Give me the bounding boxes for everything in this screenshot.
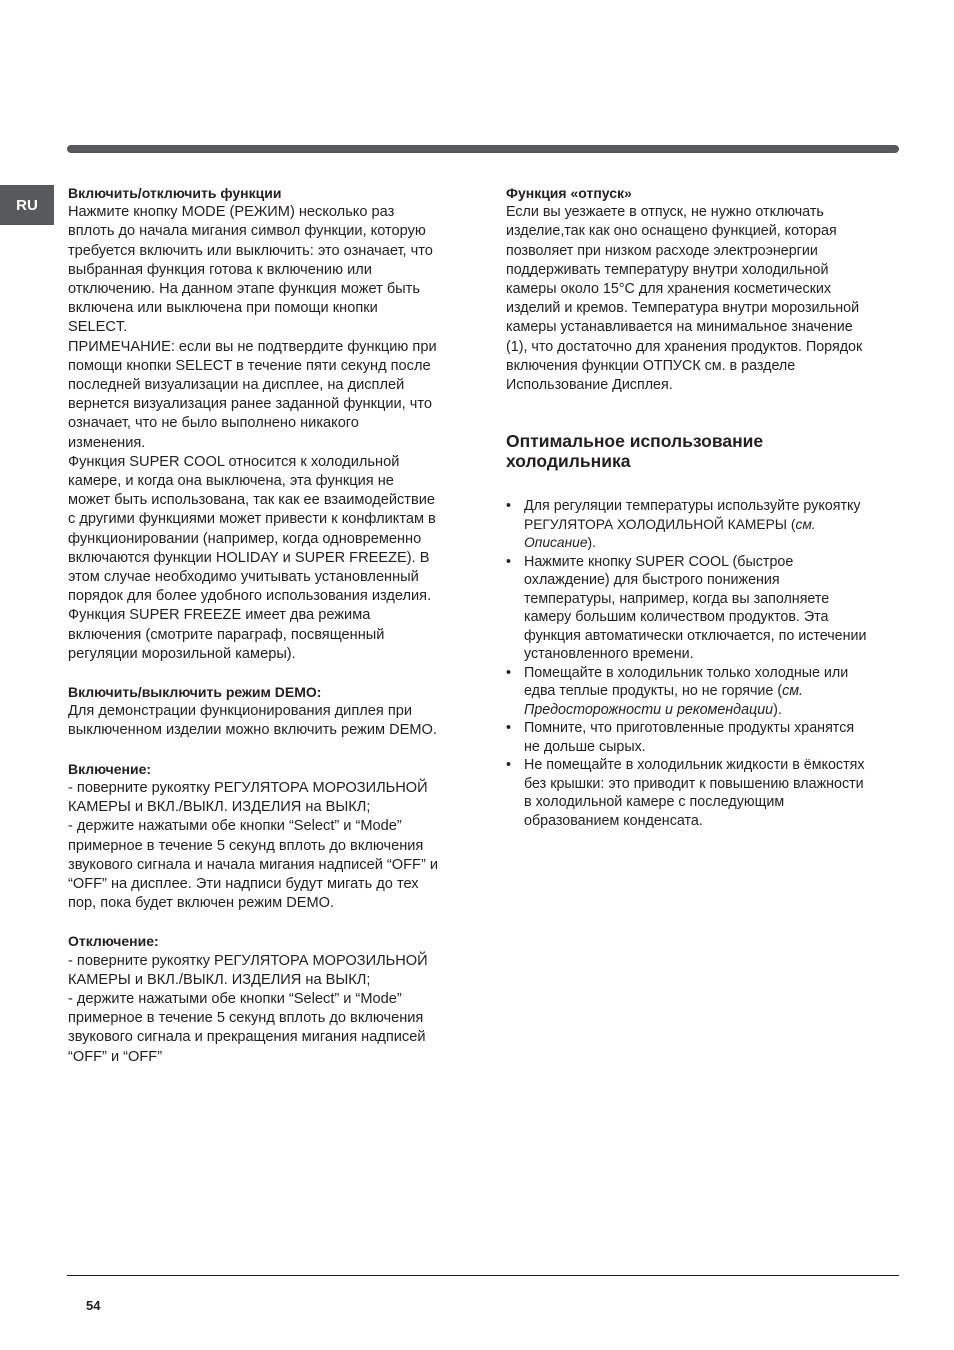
text-line: помощи кнопки SELECT в течение пяти секунд после bbox=[68, 357, 431, 374]
text-line: (1), что достаточно для хранения продуктов. Порядок bbox=[506, 338, 863, 355]
title-line: Оптимальное использование bbox=[506, 431, 764, 452]
text-line: вплоть до начала мигания символ функции, которую bbox=[68, 223, 426, 240]
text-line: камеры устанавливается на минимальное значение bbox=[506, 319, 853, 336]
text-line: изделий и кремов. Температура внутри морозильной bbox=[506, 300, 860, 317]
text-line: установленного времени. bbox=[524, 646, 694, 663]
header-rule bbox=[67, 145, 899, 153]
holiday-text bbox=[506, 203, 898, 395]
section-title-holiday: Функция «отпуск» bbox=[506, 185, 632, 201]
text-line: Нажмите кнопку MODE (РЕЖИМ) несколько раз bbox=[68, 204, 395, 221]
text-line: Если вы уезжаете в отпуск, не нужно отключать bbox=[506, 204, 824, 221]
text-line: отключению. На данном этапе функция может быть bbox=[68, 281, 420, 298]
text-line: Функция SUPER FREEZE имеет два режима bbox=[68, 607, 371, 624]
text-line: выбранная функция готова к включению или bbox=[68, 261, 372, 278]
text-line: порядок для более удобного использования изделия. bbox=[68, 588, 432, 605]
bullet-icon: • bbox=[506, 757, 512, 774]
text-line: примерное в течение 5 секунд вплоть до включения bbox=[68, 837, 424, 854]
list-item bbox=[506, 719, 898, 756]
text-line: изделие,так как оно оснащено функцией, которая bbox=[506, 223, 837, 240]
text-line: охлаждение) для быстрого понижения bbox=[524, 572, 780, 589]
text-line: SELECT. bbox=[68, 319, 128, 336]
text-line: камеры около 15°C для хранения косметических bbox=[506, 281, 832, 298]
bullet-icon: • bbox=[506, 498, 512, 515]
text-line: образованием конденсата. bbox=[524, 812, 703, 829]
section-title-optimal-use bbox=[506, 431, 898, 471]
text-line: - поверните рукоятку РЕГУЛЯТОРА МОРОЗИЛЬНОЙ bbox=[68, 952, 428, 969]
text-line: Использование Дисплея. bbox=[506, 377, 673, 394]
text-line: не дольше сырых. bbox=[524, 738, 646, 755]
text-line: камере, и когда она выключена, эта функция не bbox=[68, 473, 394, 490]
text-line: - поверните рукоятку РЕГУЛЯТОРА МОРОЗИЛЬНОЙ bbox=[68, 779, 428, 796]
text-line: - держите нажатыми обе кнопки “Select” и “Mode” bbox=[68, 990, 402, 1007]
text-line: регуляции морозильной камеры). bbox=[68, 645, 296, 662]
footer-rule bbox=[67, 1275, 899, 1276]
text-line: КАМЕРЫ и ВКЛ./ВЫКЛ. ИЗДЕЛИЯ на ВЫКЛ; bbox=[68, 799, 371, 816]
section-title-demo: Включить/выключить режим DEMO: bbox=[68, 684, 322, 701]
text-line: может быть использована, так как ее взаимодействие bbox=[68, 492, 435, 509]
list-item bbox=[506, 756, 898, 830]
functions-text bbox=[68, 203, 468, 664]
text-line: “OFF” и “OFF” bbox=[68, 1048, 163, 1065]
bullet-icon: • bbox=[506, 553, 512, 570]
text-line: Помните, что приготовленные продукты хранятся bbox=[524, 720, 855, 737]
text-line: Функция SUPER COOL относится к холодильной bbox=[68, 453, 400, 470]
text-line: Нажмите кнопку SUPER COOL (быстрое bbox=[524, 553, 794, 570]
text-line: с другими функциями может привести к конфликтам в bbox=[68, 511, 436, 528]
text-line: “OFF” на дисплее. Эти надписи будут мигать до тех bbox=[68, 875, 419, 892]
right-column bbox=[506, 184, 898, 830]
text-line: примерное в течение 5 секунд вплоть до включения bbox=[68, 1010, 424, 1027]
text-line: включаются функции HOLIDAY и SUPER FREEZE). В bbox=[68, 549, 430, 566]
page-number: 54 bbox=[86, 1298, 101, 1313]
text-line: Не помещайте в холодильник жидкости в ёмкостях bbox=[524, 757, 865, 774]
text-line: РЕГУЛЯТОРА ХОЛОДИЛЬНОЙ КАМЕРЫ (см. bbox=[524, 516, 816, 532]
text-line: КАМЕРЫ и ВКЛ./ВЫКЛ. ИЗДЕЛИЯ на ВЫКЛ; bbox=[68, 971, 371, 988]
text-line: температуры, например, когда вы заполняете bbox=[524, 590, 830, 607]
text-line: звукового сигнала и начала мигания надписей “OFF” и bbox=[68, 856, 439, 873]
text-line: изменения. bbox=[68, 434, 146, 451]
text-line: едва теплые продукты, но не горячие (см. bbox=[524, 683, 804, 700]
text-line: пор, пока будет включен режим DEMO. bbox=[68, 895, 335, 912]
text-line: Для демонстрации функционирования диплея при bbox=[68, 703, 412, 720]
text-line: вернется визуализация ранее заданной функции, что bbox=[68, 396, 432, 413]
bullet-icon: • bbox=[506, 720, 512, 737]
text-line: Предосторожности и рекомендации). bbox=[524, 701, 782, 718]
text-line: звукового сигнала и прекращения мигания надписей bbox=[68, 1029, 426, 1046]
text-line: означает, что не было выполнено никакого bbox=[68, 415, 359, 432]
text-line: включена или выключена при помощи кнопки bbox=[68, 300, 378, 317]
section-title-functions: Включить/отключить функции bbox=[68, 185, 282, 201]
text-line: Для регуляции температуры используйте рукоятку bbox=[524, 498, 861, 515]
text-line: камеру большим количеством продуктов. Эта bbox=[524, 609, 829, 626]
left-column bbox=[68, 184, 468, 1067]
text-line: без крышки: это приводит к повышению влажности bbox=[524, 775, 864, 792]
text-line: ПРИМЕЧАНИЕ: если вы не подтвердите функцию при bbox=[68, 338, 437, 355]
text-line: требуется включить или выключить: это означает, что bbox=[68, 242, 433, 259]
language-tab: RU bbox=[0, 185, 54, 225]
title-line: холодильника bbox=[506, 451, 631, 472]
list-item bbox=[506, 497, 898, 553]
tips-list bbox=[506, 497, 898, 830]
section-title-disable: Отключение: bbox=[68, 933, 159, 950]
text-line: Помещайте в холодильник только холодные или bbox=[524, 664, 849, 681]
text-line: поддерживать температуру внутри холодильной bbox=[506, 261, 829, 278]
text-line: позволяет при низком расходе электроэнергии bbox=[506, 242, 818, 259]
text-line: в холодильной камере с последующим bbox=[524, 794, 785, 811]
text-line: - держите нажатыми обе кнопки “Select” и “Mode” bbox=[68, 818, 402, 835]
text-line: этом случае необходимо учитывать установленный bbox=[68, 569, 419, 586]
text-line: функционировании (например, когда одновременно bbox=[68, 530, 422, 547]
section-title-enable: Включение: bbox=[68, 760, 152, 777]
text-line: выключенном изделии можно включить режим DEMO. bbox=[68, 722, 437, 739]
bullet-icon: • bbox=[506, 664, 512, 681]
text-line: последней визуализации на дисплее, на дисплей bbox=[68, 377, 405, 394]
text-line: функция автоматически отключается, по истечении bbox=[524, 627, 867, 644]
text-line: включения (смотрите параграф, посвященный bbox=[68, 626, 385, 643]
list-item bbox=[506, 553, 898, 664]
list-item bbox=[506, 664, 898, 720]
text-line: Описание). bbox=[524, 535, 596, 551]
text-line: включения функции ОТПУСК см. в разделе bbox=[506, 357, 796, 374]
